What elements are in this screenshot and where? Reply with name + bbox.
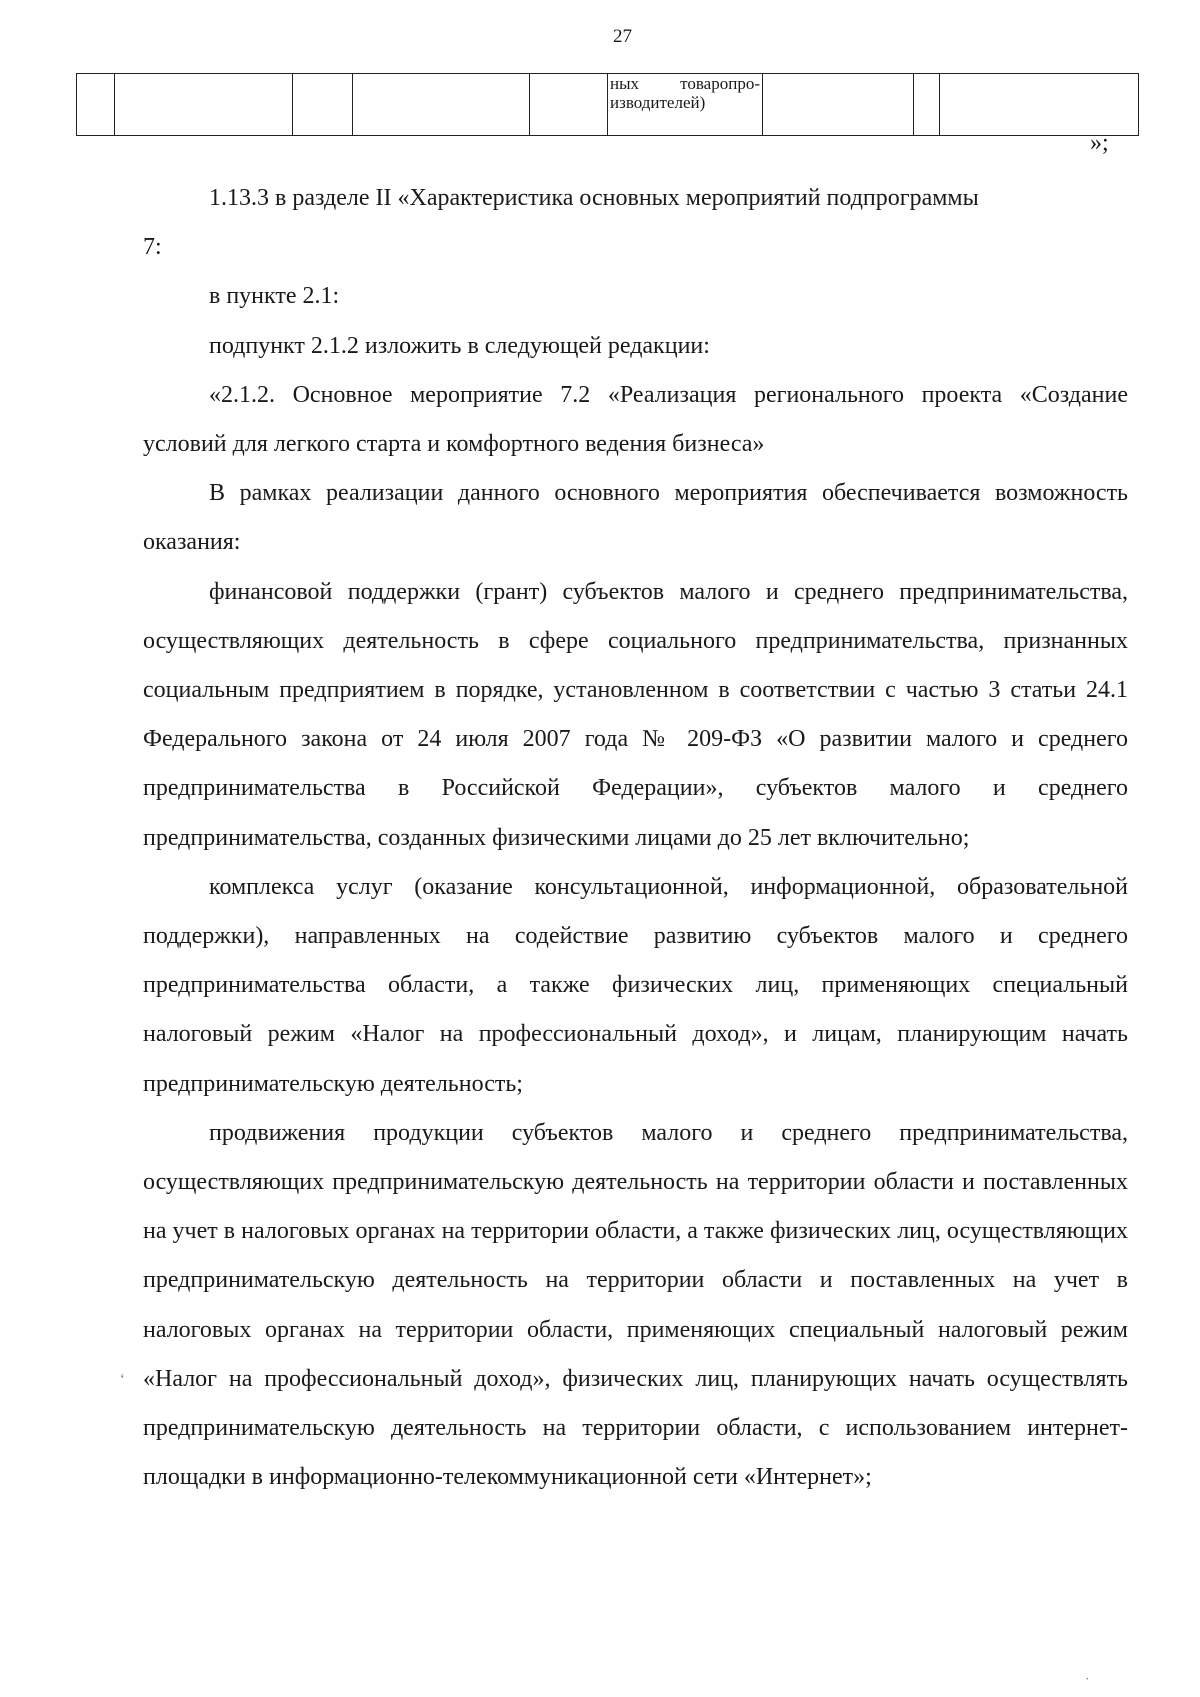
table-cell xyxy=(77,74,115,136)
paragraph-services-complex: комплекса услуг (оказание консультационной, информационной, образовательной поддержки), направленных на содействие развитию субъектов малого и среднего предпринимательства области, а также физических лиц, применяющих специальный налоговый режим «Налог на профессиональный доход», и лицам, планирующим начать предпринимательскую деятельность; xyxy=(143,873,1128,1097)
table-cell xyxy=(763,74,914,136)
paragraph-subpoint-instruction: подпункт 2.1.2 изложить в следующей редакции: xyxy=(209,332,710,359)
scan-artifact: ˙ xyxy=(1085,1676,1090,1691)
table-cell-line: ных товаропро- xyxy=(610,74,760,93)
table-cell xyxy=(530,74,608,136)
paragraph-section-heading: 1.13.3 в разделе II «Характеристика основных мероприятий подпрограммы xyxy=(209,185,979,211)
paragraph-intro: В рамках реализации данного основного мероприятия обеспечивается возможность оказания: xyxy=(143,480,1128,556)
page-number: 27 xyxy=(613,26,632,47)
paragraph-point-reference: в пункте 2.1: xyxy=(209,283,340,310)
paragraph-continuation: 7: xyxy=(143,234,162,261)
table-fragment xyxy=(76,73,1139,136)
paragraph-main-activity: «2.1.2. Основное мероприятие 7.2 «Реализация регионального проекта «Создание условий для легкого старта и комфортного ведения бизнеса» xyxy=(143,381,1128,458)
table-cell xyxy=(115,74,293,136)
table-cell xyxy=(940,74,1139,136)
scan-artifact: ‘ xyxy=(120,1372,125,1387)
document-body xyxy=(143,174,1128,1502)
table-cell xyxy=(914,74,940,136)
table-cell xyxy=(293,74,353,136)
table-cell-line: изводителей) xyxy=(610,93,706,112)
table-row xyxy=(77,74,1139,136)
paragraph-product-promotion: продвижения продукции субъектов малого и среднего предпринимательства, осуществляющих предпринимательскую деятельность на территории области и поставленных на учет в налоговых органах на территории области, а также физических лиц, осуществляющих предпринимательскую деятельность на территории области и поставленных на учет в налоговых органах на территории области, применяющих специальный налоговый режим «Налог на профессиональный доход», физических лиц, планирующих начать осуществлять предпринимательскую деятельность на территории области, с использованием интернет-площадки в информационно-телекоммуникационной сети «Интернет»; xyxy=(143,1119,1128,1491)
closing-quote-mark: »; xyxy=(1090,130,1109,156)
table-cell xyxy=(353,74,530,136)
paragraph-financial-support: финансовой поддержки (грант) субъектов малого и среднего предпринимательства, осуществляющих деятельность в сфере социального предпринимательства, признанных социальным предприятием в порядке, установленном в соответствии с частью 3 статьи 24.1 Федерального закона от 24 июля 2007 года № 209-ФЗ «О развитии малого и среднего предпринимательства в Российской Федерации», субъектов малого и среднего предпринимательства, созданных физическими лицами до 25 лет включительно; xyxy=(143,578,1128,851)
table-cell-producers xyxy=(608,74,763,136)
